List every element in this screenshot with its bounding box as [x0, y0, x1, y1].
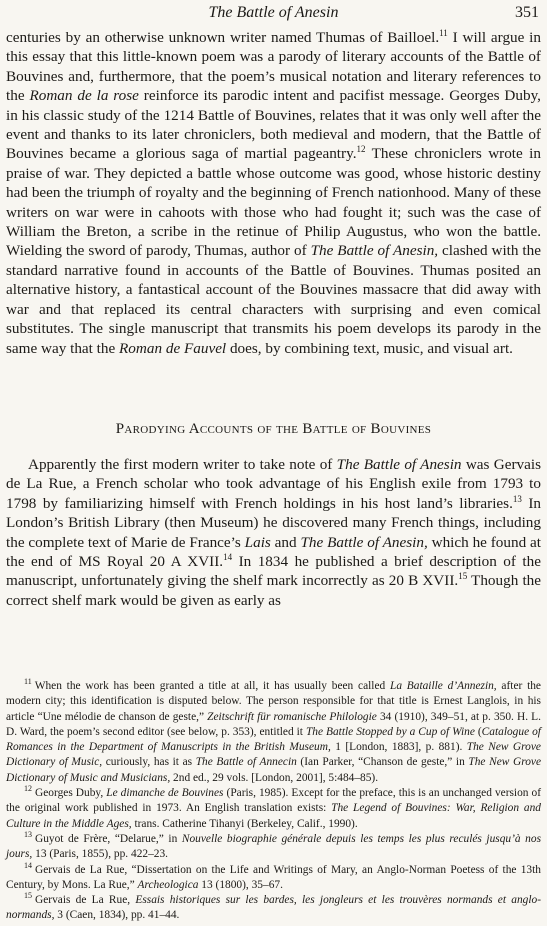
footnote-number: 13 [24, 830, 32, 840]
text-span: (Ian Parker, “Chanson de geste,” in [296, 756, 469, 769]
text-span: (Paris, 1985). Except for the preface, this is an unchanged version of the original work published in 1973. An English translation exists: [6, 787, 541, 815]
italic-title: The Battle of Anesin, [310, 242, 439, 260]
italic-title: Lais [244, 533, 271, 551]
running-head-title: The Battle of Anesin [208, 4, 339, 21]
text-span: centuries by an otherwise unknown writer named Thumas of Bailloel. [6, 29, 440, 46]
body-section-1 [6, 28, 541, 358]
footnote-15 [6, 893, 541, 924]
footnote-12 [6, 786, 541, 832]
text-span: In London’s British Library (then Museum) he discovered many French things, including the complete text of Marie de France’s [6, 494, 541, 551]
footnote-number: 15 [24, 891, 32, 901]
italic-title: Nouvelle biographie générale depuis les temps les plus reculés jusqu’à nos jours, [6, 832, 542, 861]
body-section-2 [6, 455, 541, 610]
text-span: reinforce its parodic intent and pacifist message. Georges Duby, in his classic study of the 1214 Battle of Bouvines, relates that it was only well after the event and thanks to its later chroniclers, both medieval and modern, that the Battle of Bouvines became a glorious saga of martial pageantry. [6, 87, 541, 163]
italic-title: Roman de Fauvel [119, 339, 227, 357]
footnote-number: 14 [24, 860, 32, 870]
footnote-13 [6, 832, 541, 863]
italic-title: Essais historiques sur les bardes, les jongleurs et les trouvères normands et anglo-normands, [6, 894, 541, 922]
italic-title: Archeologica [137, 878, 199, 891]
italic-title: The Legend of Bouvines: War, Religion and Culture in the Middle Ages, [6, 802, 541, 830]
footnote-ref-11[interactable]: 11 [439, 27, 448, 38]
text-span: 2nd ed., 29 vols. [London, 2001], 5:484–85). [170, 771, 379, 784]
italic-title: The Battle of Anesin [336, 456, 462, 473]
running-head [6, 2, 541, 24]
italic-title: The New Grove Dictionary of Music, [6, 741, 541, 769]
text-span: 34 (1910), 349–51, at p. 350. H. L. D. Ward, the poem’s second editor (see below, p. 353), entitled it [6, 710, 541, 738]
footnotes [6, 679, 541, 924]
text-span: Apparently the first modern writer to take note of [28, 456, 337, 473]
paragraph-la-rue [6, 455, 541, 610]
text-span: after the modern city; this identification is disputed below. The person responsible for that title is Ernest Langlois, in his article “Une mélodie de chanson de geste,” [6, 680, 541, 723]
section-heading [0, 421, 547, 438]
text-span: Gervais de La Rue, “Dissertation on the Life and Writings of Mary, an Anglo-Norman Poetess of the 13th Century, by Mons. La Rue,” [6, 863, 541, 891]
footnote-ref-13[interactable]: 13 [512, 493, 522, 504]
text-span: I will argue in this essay that this little-known poem was a parody of literary accounts of the Battle of Bouvines and, furthermore, that the poem’s musical notation and literary references to the [6, 29, 541, 105]
footnote-11 [6, 679, 541, 786]
text-span: curiously, has it as [102, 756, 196, 769]
italic-title: Roman de la rose [29, 87, 139, 105]
footnote-ref-15[interactable]: 15 [458, 571, 468, 582]
text-span: ( [474, 725, 482, 738]
italic-title: The New Grove Dictionary of Music and Musicians, [6, 756, 542, 784]
section-heading-text: Parodying Accounts of the Battle of Bouvines [115, 421, 432, 437]
text-span: clashed with the standard narrative found in accounts of the Battle of Bouvines. Thumas posited an alternative history, a fantastical account of the Bouvines massacre that did away with war and that replaced its central characters with surprising and even comical substitutes. The single manuscript that transmits his poem develops its parody in the same way that the [6, 242, 541, 357]
text-span: trans. Catherine Tihanyi (Berkeley, Calif., 1990). [131, 817, 358, 830]
footnote-number: 12 [24, 784, 32, 794]
page-number: 351 [515, 4, 539, 21]
text-span: 3 (Caen, 1834), pp. 41–44. [54, 909, 180, 922]
italic-title: The Battle Stopped by a Cup of Wine [305, 725, 475, 738]
italic-title: Le dimanche de Bouvines [106, 787, 224, 800]
footnote-14 [6, 860, 541, 894]
text-span: does, by combining text, music, and visual art. [226, 339, 513, 357]
paragraph-intro [6, 28, 541, 358]
italic-title: Zeitschrift für romanische Philologie [207, 710, 377, 723]
text-span: 13 (1800), 35–67. [198, 878, 283, 891]
italic-title: The Battle of Anesin, [300, 533, 428, 551]
footnote-number: 11 [24, 677, 32, 687]
text-span: was Gervais de La Rue, a French scholar who took advantage of his English exile from 1793 to 1798 by familiarizing himself with French holdings in his host land’s libraries. [6, 456, 541, 512]
text-span: These chroniclers wrote in praise of war. They depicted a battle whose outcome was good, whose historic destiny had been the triumph of royalty and the beginning of French nationhood. Many of these writers on war were in cahoots with those who had fought it; such was the case of William the Breton, a scribe in the retinue of Philip Augustus, who won the battle. Wielding the sword of parody, Thumas, author of [6, 145, 541, 260]
text-span: In 1834 he published a brief description of the manuscript, unfortunately giving the shelf mark incorrectly as 20 B XVII. [6, 553, 541, 590]
text-span: 1 [London, 1883], p. 881). [330, 741, 467, 754]
text-span: and [270, 533, 301, 551]
text-span: Gervais de La Rue, [35, 894, 136, 907]
text-span: Though the correct shelf mark would be given as early as [6, 572, 541, 609]
text-span: Georges Duby, [35, 787, 107, 800]
footnote-ref-14[interactable]: 14 [223, 551, 233, 562]
text-span: Guyot de Frère, “Delarue,” in [35, 832, 182, 845]
footnote-ref-12[interactable]: 12 [356, 144, 366, 155]
text-span: 13 (Paris, 1855), pp. 422–23. [32, 848, 169, 861]
text-span: which he found at the end of MS Royal 20 A XVII. [6, 533, 541, 571]
italic-title: Catalogue of Romances in the Department of Manuscripts in the British Museum, [6, 725, 541, 754]
text-span: When the work has been granted a title at all, it has usually been called [34, 680, 390, 692]
italic-title: The Battle of Annecin [195, 756, 297, 769]
italic-title: La Bataille d’Annezin, [389, 680, 497, 692]
